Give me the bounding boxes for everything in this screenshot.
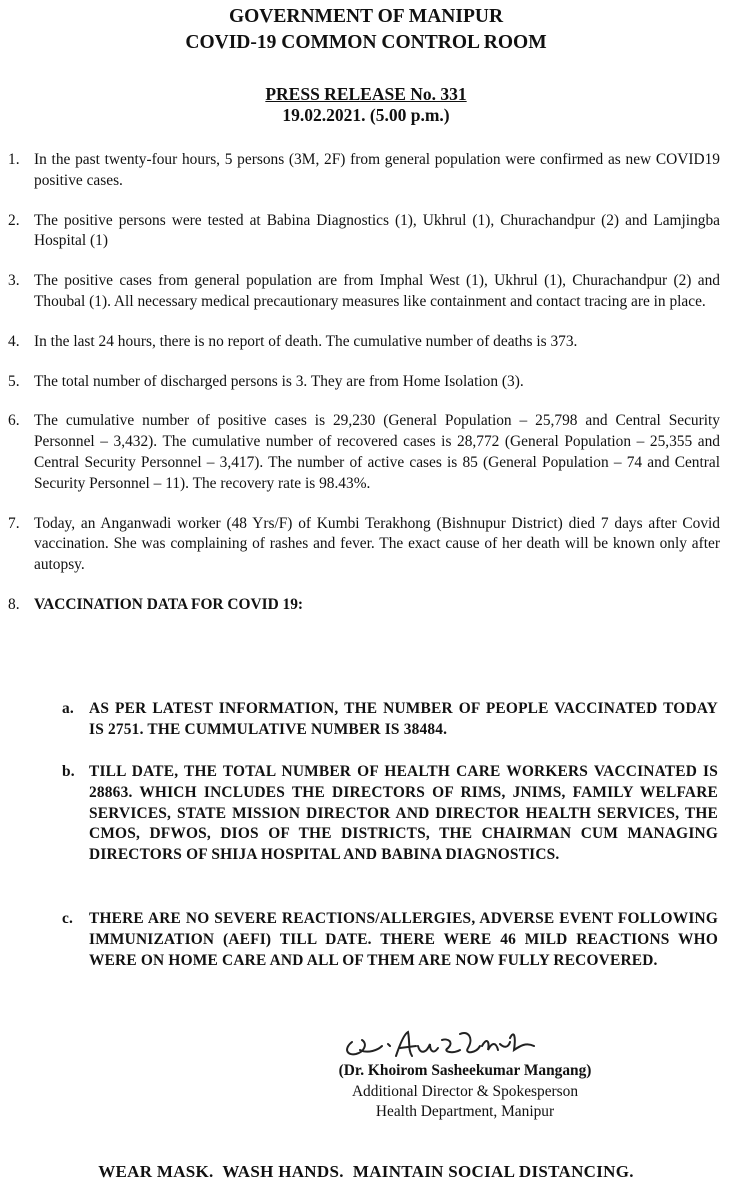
list-item: 3. The positive cases from general population are from Imphal West (1), Ukhrul (1), Churachandpur (2) and Thoubal (1). All necessary medical precautionary measures like containment and contact tracing are in place. bbox=[8, 272, 720, 310]
vaccination-sub-item: a. AS PER LATEST INFORMATION, THE NUMBER OF PEOPLE VACCINATED TODAY IS 2751. THE CUMMULATIVE NUMBER IS 38484. bbox=[62, 700, 718, 738]
list-item: 2. The positive persons were tested at Babina Diagnostics (1), Ukhrul (1), Churachandpur (2) and Lamjingba Hospital (1) bbox=[8, 211, 720, 250]
footer-slogan: WEAR MASK. WASH HANDS. MAINTAIN SOCIAL DISTANCING. bbox=[98, 1162, 634, 1181]
vaccination-heading: 8. VACCINATION DATA FOR COVID 19: bbox=[8, 595, 304, 613]
list-item: 4. In the last 24 hours, there is no report of death. The cumulative number of deaths is 373. bbox=[8, 332, 578, 350]
signatory-designation: Additional Director & Spokesperson bbox=[351, 1082, 579, 1100]
vaccination-sub-item: b. TILL DATE, THE TOTAL NUMBER OF HEALTH CARE WORKERS VACCINATED IS 28863. WHICH INCLUDES THE DIRECTORS OF RIMS, JNIMS, FAMILY WELFARE SERVICES, STATE MISSION DIRECTOR AND DIRECTOR HEALTH SERVICES, THE CMOS, DFWOS, DIOS OF THE DISTRICTS, THE CHAIRMAN CUM MANAGING DIRECTORS OF SHIJA HOSPITAL AND BABINA DIAGNOSTICS. bbox=[62, 763, 718, 864]
release-items bbox=[8, 150, 720, 616]
control-room-title: COVID-19 COMMON CONTROL ROOM bbox=[185, 32, 547, 53]
signatory-block bbox=[300, 1061, 630, 1123]
list-item: 5. The total number of discharged persons is 3. They are from Home Isolation (3). bbox=[8, 372, 524, 390]
list-item: 7. Today, an Anganwadi worker (48 Yrs/F) of Kumbi Terakhong (Bishnupur District) died 7 days after Covid vaccination. She was complaining of rashes and fever. The exact cause of her death will be known only after autopsy. bbox=[8, 514, 720, 574]
government-title: GOVERNMENT OF MANIPUR bbox=[228, 6, 504, 27]
signatory-department: Health Department, Manipur bbox=[375, 1103, 555, 1120]
signatory-name: (Dr. Khoirom Sasheekumar Mangang) bbox=[338, 1062, 592, 1079]
list-item: 6. The cumulative number of positive cases is 29,230 (General Population – 25,798 and Central Security Personnel – 3,432). The cumulative number of recovered cases is 28,772 (General Population – 25,355 and Central Security Personnel – 3,417). The number of active cases is 85 (General Population – 74 and Central Security Personnel – 11). The recovery rate is 98.43%. bbox=[8, 412, 720, 492]
list-item: 1. In the past twenty-four hours, 5 persons (3M, 2F) from general population were confirmed as new COVID19 positive cases. bbox=[8, 151, 720, 189]
handwritten-signature bbox=[338, 1020, 558, 1064]
vaccination-sub-item: c. THERE ARE NO SEVERE REACTIONS/ALLERGIES, ADVERSE EVENT FOLLOWING IMMUNIZATION (AEFI) TILL DATE. THERE WERE 46 MILD REACTIONS WHO WERE ON HOME CARE AND ALL OF THEM ARE NOW FULLY RECOVERED. bbox=[62, 910, 718, 969]
press-release-date: 19.02.2021. (5.00 p.m.) bbox=[282, 105, 450, 125]
press-release-number: PRESS RELEASE No. 331 bbox=[265, 84, 467, 104]
